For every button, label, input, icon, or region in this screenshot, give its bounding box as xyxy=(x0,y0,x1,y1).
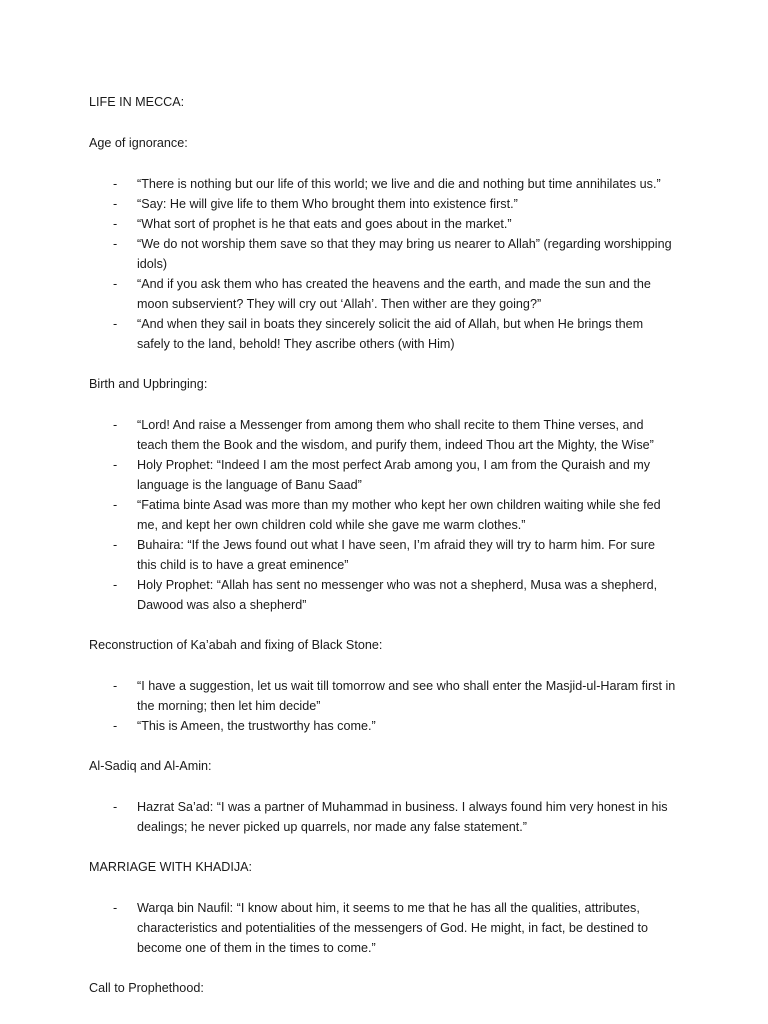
section-heading-age-of-ignorance: Age of ignorance: xyxy=(89,136,188,150)
list-item-text: “And when they sail in boats they sincerely solicit the aid of Allah, but when He brings them safely to the land, behold! They ascribe others (with Him) xyxy=(137,317,644,351)
bullet-list-al-sadiq-and-al-amin xyxy=(89,797,689,837)
list-item xyxy=(89,797,689,837)
section-heading-reconstruction-of-kaabah: Reconstruction of Ka’abah and fixing of Black Stone: xyxy=(89,638,383,652)
list-item xyxy=(89,194,689,214)
bullet-dash: - xyxy=(113,901,118,915)
bullet-dash: - xyxy=(113,217,118,231)
bullet-list-birth-and-upbringing xyxy=(89,415,689,615)
list-item xyxy=(89,676,689,716)
bullet-dash: - xyxy=(113,177,118,191)
bullet-dash: - xyxy=(113,538,118,552)
bullet-list-age-of-ignorance xyxy=(89,174,689,354)
bullet-dash: - xyxy=(113,197,118,211)
section-heading-life-in-mecca: LIFE IN MECCA: xyxy=(89,95,185,109)
bullet-list-reconstruction-of-kaabah xyxy=(89,676,689,736)
list-item-text: “And if you ask them who has created the heavens and the earth, and made the sun and the moon subservient? They will cry out ‘Allah’. Then wither are they going?” xyxy=(137,277,651,311)
list-item-text: Holy Prophet: “Allah has sent no messenger who was not a shepherd, Musa was a shepherd, Dawood was also a shepherd” xyxy=(137,578,658,612)
bullet-dash: - xyxy=(113,418,118,432)
list-item xyxy=(89,575,689,615)
list-item xyxy=(89,716,689,736)
bullet-dash: - xyxy=(113,800,118,814)
bullet-dash: - xyxy=(113,498,118,512)
bullet-dash: - xyxy=(113,277,118,291)
list-item xyxy=(89,174,689,194)
list-item-text: Holy Prophet: “Indeed I am the most perfect Arab among you, I am from the Quraish and my language is the language of Banu Saad” xyxy=(137,458,651,492)
list-item-text: Warqa bin Naufil: “I know about him, it seems to me that he has all the qualities, attributes, characteristics and potentialities of the messengers of God. He might, in fact, be destined to become one of them in the times to come.” xyxy=(137,901,649,955)
list-item xyxy=(89,314,689,354)
list-item-text: “Say: He will give life to them Who brought them into existence first.” xyxy=(137,197,518,211)
bullet-dash: - xyxy=(113,578,118,592)
list-item-text: “Fatima binte Asad was more than my mother who kept her own children waiting while she fed me, and kept her own children cold while she gave me warm clothes.” xyxy=(137,498,661,532)
bullet-list-marriage-with-khadija xyxy=(89,898,689,958)
document-page xyxy=(89,92,689,1019)
list-item xyxy=(89,415,689,455)
bullet-dash: - xyxy=(113,679,118,693)
list-item xyxy=(89,214,689,234)
section-heading-birth-and-upbringing: Birth and Upbringing: xyxy=(89,377,208,391)
bullet-dash: - xyxy=(113,458,118,472)
list-item-text: “I have a suggestion, let us wait till tomorrow and see who shall enter the Masjid-ul-Haram first in the morning; then let him decide” xyxy=(137,679,676,713)
bullet-dash: - xyxy=(113,719,118,733)
list-item xyxy=(89,274,689,314)
list-item xyxy=(89,898,689,958)
bullet-dash: - xyxy=(113,237,118,251)
section-heading-al-sadiq-and-al-amin: Al-Sadiq and Al-Amin: xyxy=(89,759,212,773)
section-heading-call-to-prophethood: Call to Prophethood: xyxy=(89,981,204,995)
list-item-text: “We do not worship them save so that they may bring us nearer to Allah” (regarding worshipping idols) xyxy=(137,237,672,271)
list-item xyxy=(89,455,689,495)
bullet-dash: - xyxy=(113,317,118,331)
list-item xyxy=(89,495,689,535)
section-heading-marriage-with-khadija: MARRIAGE WITH KHADIJA: xyxy=(89,860,253,874)
list-item-text: “There is nothing but our life of this world; we live and die and nothing but time annihilates us.” xyxy=(137,177,661,191)
list-item xyxy=(89,234,689,274)
list-item-text: Buhaira: “If the Jews found out what I have seen, I’m afraid they will try to harm him. For sure this child is to have a great eminence” xyxy=(137,538,655,572)
list-item-text: Hazrat Sa’ad: “I was a partner of Muhammad in business. I always found him very honest in his dealings; he never picked up quarrels, nor made any false statement.” xyxy=(137,800,668,834)
list-item-text: “This is Ameen, the trustworthy has come.” xyxy=(137,719,376,733)
list-item-text: “What sort of prophet is he that eats and goes about in the market.” xyxy=(137,217,512,231)
list-item-text: “Lord! And raise a Messenger from among them who shall recite to them Thine verses, and teach them the Book and the wisdom, and purify them, indeed Thou art the Mighty, the Wise” xyxy=(137,418,654,452)
list-item xyxy=(89,535,689,575)
